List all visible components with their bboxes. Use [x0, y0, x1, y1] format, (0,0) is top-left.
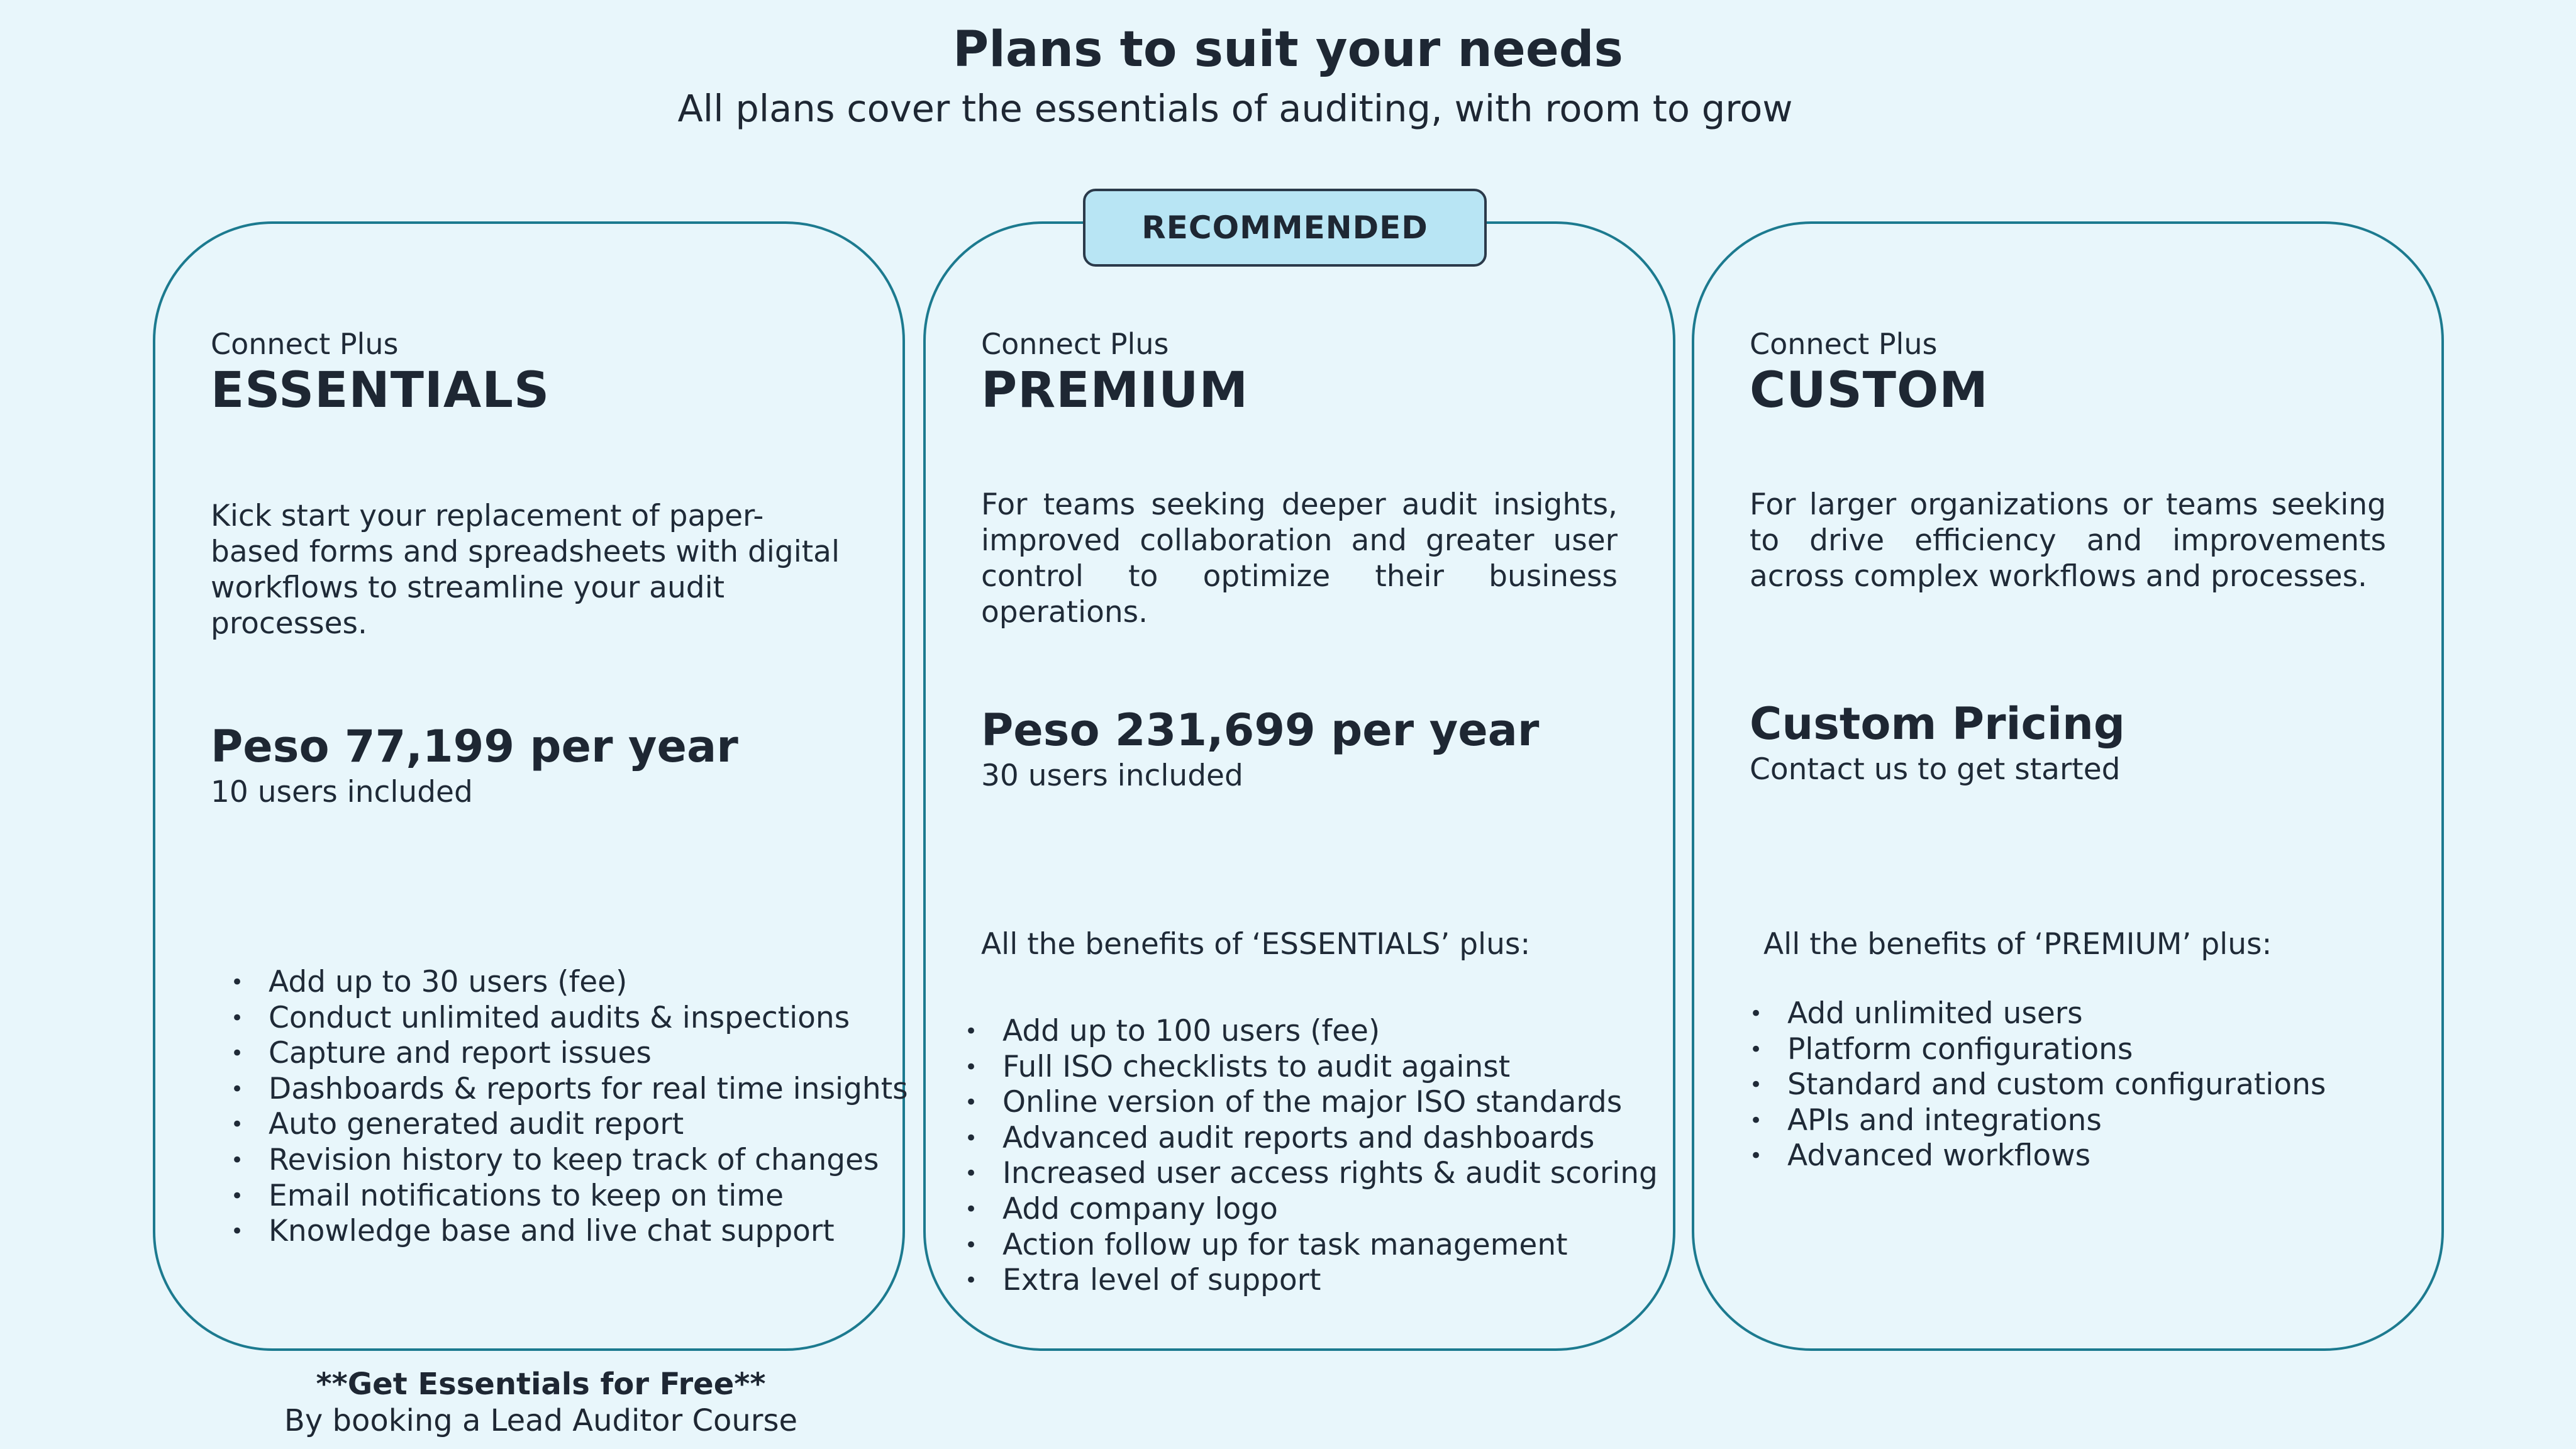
plan-price: Peso 231,699 per year — [981, 704, 1540, 756]
plan-name: ESSENTIALS — [211, 362, 550, 419]
plan-name: CUSTOM — [1750, 362, 1989, 419]
plan-description: Kick start your replacement of paper-based forms and spreadsheets with digital workflows to streamline your audit processes. — [211, 499, 840, 641]
plan-description: For larger organizations or teams seeking to drive efficiency and improvements across complex workflows and processes. — [1750, 487, 2386, 594]
feature-item: • Standard and custom configurations — [1750, 1067, 2386, 1103]
benefits-heading: All the benefits of ‘ESSENTIALS’ plus: — [981, 927, 1531, 962]
feature-item: • APIs and integrations — [1750, 1103, 2386, 1139]
plan-card-essentials[interactable] — [153, 221, 908, 1351]
plan-contact: Contact us to get started — [1750, 752, 2121, 787]
feature-item: • Knowledge base and live chat support — [231, 1214, 847, 1250]
plan-name: PREMIUM — [981, 362, 1249, 419]
plan-price: Custom Pricing — [1750, 698, 2125, 750]
feature-list — [1750, 996, 2386, 1174]
page-subtitle: All plans cover the essentials of auditing, with room to grow — [677, 87, 1793, 130]
page-title: Plans to suit your needs — [953, 21, 1623, 78]
benefits-heading: All the benefits of ‘PREMIUM’ plus: — [1763, 927, 2272, 962]
plan-brand: Connect Plus — [1750, 327, 1938, 361]
feature-item: • Advanced workflows — [1750, 1138, 2386, 1174]
feature-item: • Add up to 100 users (fee) — [965, 1014, 1618, 1050]
recommended-badge: RECOMMENDED — [1083, 189, 1487, 267]
feature-item: • Advanced audit reports and dashboards — [965, 1121, 1618, 1157]
feature-item: • Dashboards & reports for real time insights — [231, 1072, 847, 1108]
feature-item: • Full ISO checklists to audit against — [965, 1050, 1618, 1085]
promo-headline: **Get Essentials for Free** — [316, 1367, 766, 1402]
feature-item: • Email notifications to keep on time — [231, 1179, 847, 1214]
feature-item: • Conduct unlimited audits & inspections — [231, 1001, 847, 1036]
feature-item: • Revision history to keep track of changes — [231, 1143, 847, 1179]
feature-item: • Action follow up for task management — [965, 1228, 1618, 1263]
plan-description: For teams seeking deeper audit insights, improved collaboration and greater user control to optimize their business operations. — [981, 487, 1618, 630]
plan-card-premium[interactable] — [923, 221, 1675, 1351]
plan-card-custom[interactable] — [1692, 221, 2444, 1351]
promo-detail: By booking a Lead Auditor Course — [284, 1403, 798, 1438]
feature-list — [231, 965, 908, 1250]
feature-item: • Platform configurations — [1750, 1032, 2386, 1068]
feature-item: • Add company logo — [965, 1192, 1618, 1228]
plan-brand: Connect Plus — [211, 327, 399, 361]
plan-users: 30 users included — [981, 758, 1243, 793]
feature-item: • Add up to 30 users (fee) — [231, 965, 847, 1001]
plan-price: Peso 77,199 per year — [211, 721, 738, 772]
feature-item: • Add unlimited users — [1750, 996, 2386, 1032]
feature-item: • Auto generated audit report — [231, 1107, 847, 1143]
feature-item: • Capture and report issues — [231, 1036, 847, 1072]
plan-users: 10 users included — [211, 775, 473, 809]
feature-list — [965, 1014, 1658, 1299]
promo-block — [226, 1366, 855, 1439]
plan-brand: Connect Plus — [981, 327, 1169, 361]
feature-item: • Increased user access rights & audit scoring — [965, 1156, 1618, 1192]
feature-item: • Online version of the major ISO standards — [965, 1085, 1618, 1121]
feature-item: • Extra level of support — [965, 1263, 1618, 1299]
